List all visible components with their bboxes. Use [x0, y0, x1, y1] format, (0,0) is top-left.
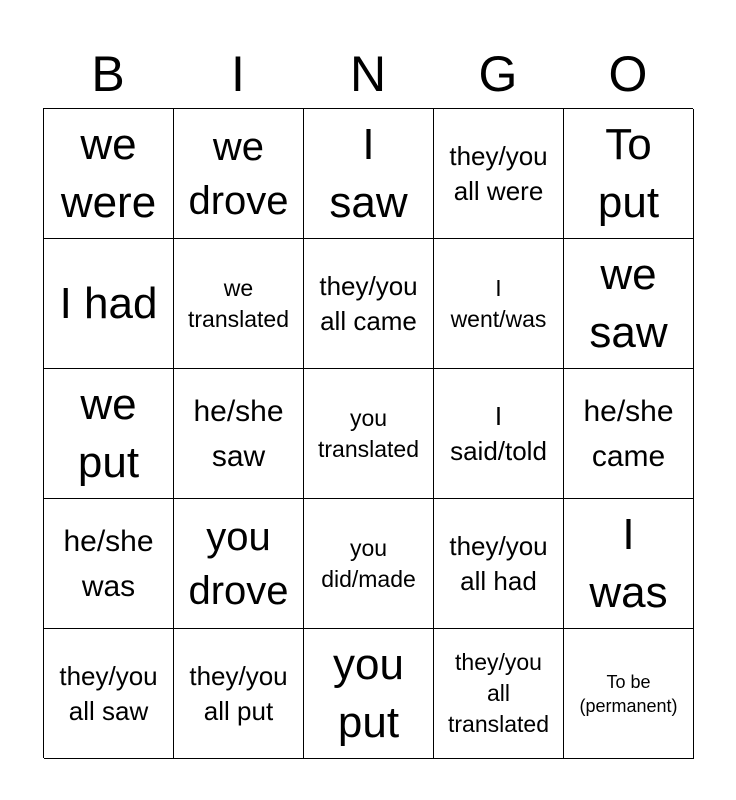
cell-text: I saw: [329, 119, 408, 227]
cell-text: they/you all put: [189, 660, 288, 726]
bingo-cell[interactable]: [434, 239, 564, 369]
bingo-cell[interactable]: [434, 499, 564, 629]
bingo-cell[interactable]: [564, 109, 694, 239]
bingo-cell[interactable]: [174, 369, 304, 499]
cell-text: he/she came: [583, 394, 674, 473]
cell-text: they/you all translated: [447, 649, 549, 737]
cell-text: they/you all came: [319, 270, 418, 336]
bingo-cell[interactable]: [434, 629, 564, 759]
cell-text: I went/was: [450, 274, 547, 332]
cell-text: he/she was: [63, 524, 154, 603]
bingo-cell[interactable]: [564, 629, 694, 759]
cell-text: we translated: [187, 274, 289, 332]
bingo-cell[interactable]: [304, 109, 434, 239]
cell-text: you translated: [317, 404, 419, 462]
cell-text: they/you all saw: [59, 660, 158, 726]
cell-text: we drove: [188, 124, 289, 223]
cell-text: To put: [597, 119, 660, 227]
bingo-card-grid: [43, 108, 693, 758]
bingo-cell[interactable]: [564, 499, 694, 629]
bingo-cell[interactable]: [174, 239, 304, 369]
bingo-cell[interactable]: [434, 109, 564, 239]
bingo-cell[interactable]: [174, 629, 304, 759]
cell-text: To be (permanent): [579, 671, 678, 716]
cell-text: we were: [60, 119, 157, 227]
cell-text: I said/told: [450, 400, 547, 466]
bingo-cell[interactable]: [564, 369, 694, 499]
bingo-cell[interactable]: [304, 499, 434, 629]
bingo-cell[interactable]: [44, 239, 174, 369]
bingo-cell[interactable]: [174, 109, 304, 239]
cell-text: you put: [333, 639, 404, 747]
bingo-cell[interactable]: [434, 369, 564, 499]
bingo-cell[interactable]: [564, 239, 694, 369]
cell-text: you drove: [188, 514, 289, 613]
header-letter-i: I: [231, 46, 245, 102]
cell-text: you did/made: [321, 534, 416, 592]
cell-text: they/you all had: [449, 530, 548, 596]
bingo-cell[interactable]: [44, 499, 174, 629]
cell-text: we saw: [589, 249, 668, 357]
bingo-cell[interactable]: [174, 499, 304, 629]
header-letter-b: B: [91, 46, 125, 102]
bingo-cell[interactable]: [44, 629, 174, 759]
cell-text: he/she saw: [193, 394, 284, 473]
bingo-cell[interactable]: [44, 109, 174, 239]
cell-text: we put: [77, 379, 140, 487]
header-letter-g: G: [478, 46, 518, 102]
bingo-cell[interactable]: [304, 369, 434, 499]
bingo-header: [43, 40, 693, 108]
header-letter-o: O: [608, 46, 648, 102]
bingo-cell[interactable]: [44, 369, 174, 499]
cell-text: I had: [59, 278, 158, 328]
bingo-cell[interactable]: [304, 239, 434, 369]
bingo-cell[interactable]: [304, 629, 434, 759]
header-letter-n: N: [349, 46, 387, 102]
cell-text: they/you all were: [449, 140, 548, 206]
cell-text: I was: [589, 509, 668, 617]
